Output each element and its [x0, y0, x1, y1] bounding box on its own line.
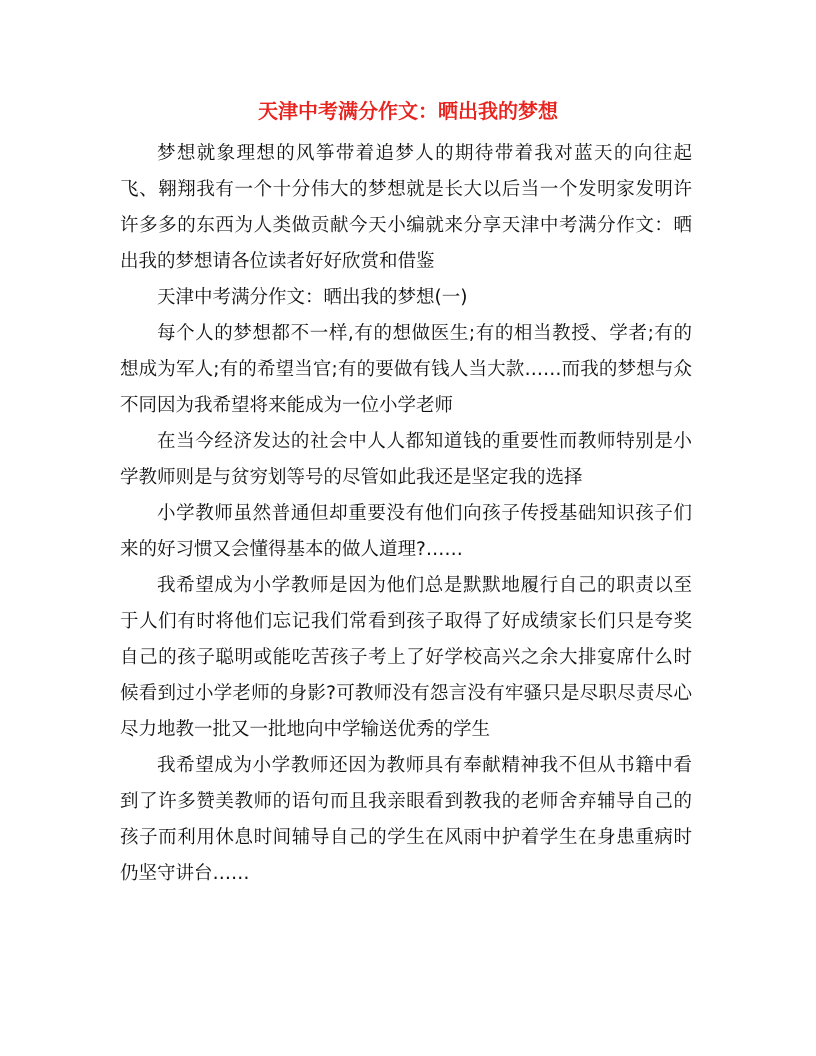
section-heading: 天津中考满分作文：晒出我的梦想(一) — [157, 287, 468, 308]
document-body — [120, 136, 692, 892]
paragraph-importance: 小学教师虽然普通但却重要没有他们向孩子传授基础知识孩子们来的好习惯又会懂得基本的做人道理?…… — [120, 503, 692, 560]
paragraph-society: 在当今经济发达的社会中人人都知道钱的重要性而教师特别是小学教师则是与贫穷划等号的尽管如此我还是坚定我的选择 — [120, 431, 692, 488]
paragraph-intro: 梦想就象理想的风筝带着追梦人的期待带着我对蓝天的向往起飞、翱翔我有一个十分伟大的梦想就是长大以后当一个发明家发明许许多多的东西为人类做贡献今天小编就来分享天津中考满分作文：晒出我的梦想请各位读者好好欣赏和借鉴 — [120, 143, 692, 272]
paragraph-duty: 我希望成为小学教师是因为他们总是默默地履行自己的职责以至于人们有时将他们忘记我们常看到孩子取得了好成绩家长们只是夸奖自己的孩子聪明或能吃苦孩子考上了好学校高兴之余大排宴席什么时候看到过小学老师的身影?可教师没有怨言没有牢骚只是尽职尽责尽心尽力地教一批又一批地向中学输送优秀的学生 — [120, 575, 692, 740]
document-title: 天津中考满分作文：晒出我的梦想 — [258, 99, 558, 123]
paragraph-dreams: 每个人的梦想都不一样,有的想做医生;有的相当教授、学者;有的想成为军人;有的希望当官;有的要做有钱人当大款……而我的梦想与众不同因为我希望将来能成为一位小学老师 — [120, 323, 692, 416]
paragraph-dedication: 我希望成为小学教师还因为教师具有奉献精神我不但从书籍中看到了许多赞美教师的语句而且我亲眼看到教我的老师舍弃辅导自己的孩子而利用休息时间辅导自己的学生在风雨中护着学生在身患重病时仍坚守讲台…… — [120, 755, 692, 884]
